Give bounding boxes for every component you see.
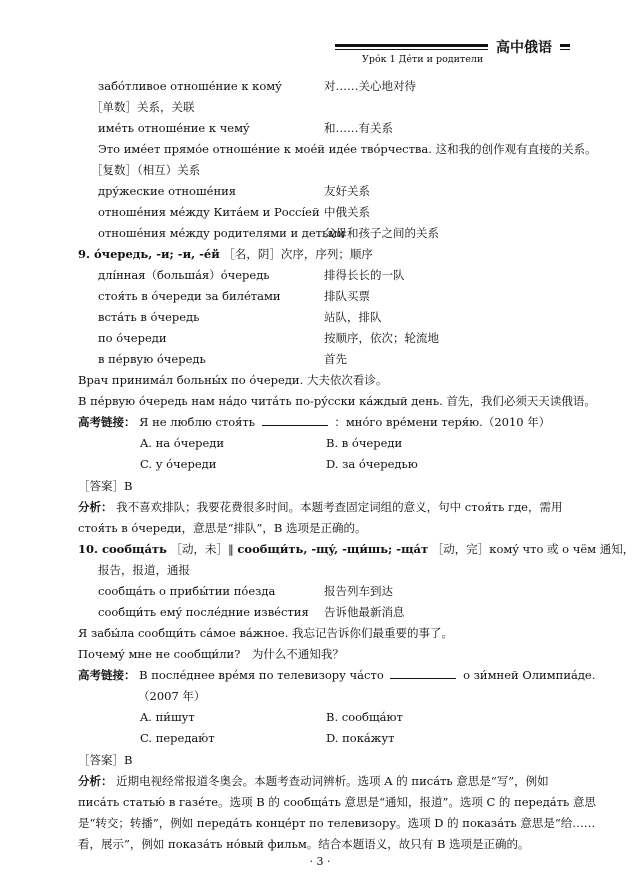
headword-grammar: ［动，未］‖ bbox=[170, 542, 234, 556]
exam-question-part2: ：мнóго врéмени теря́ю.（2010 年） bbox=[334, 415, 551, 429]
example-sentence: В пéрвую óчередь нам нáдо читáть по-рýсски кáждый день. 首先，我们必须天天读俄语。 bbox=[78, 394, 596, 408]
exam-question-part1: Я не люблю стоя́ть bbox=[139, 415, 256, 429]
analysis-label: 分析： bbox=[78, 774, 113, 788]
option-c: C. передаю́т bbox=[140, 731, 215, 745]
answer-label: ［答案］B bbox=[78, 753, 133, 767]
example-sentence: Врач принимáл больны́х по óчереди. 大夫依次看诊。 bbox=[78, 373, 388, 387]
option-d: D. покáжут bbox=[326, 731, 395, 745]
exam-link bbox=[78, 665, 596, 686]
header-lesson-title: Урóк 1 Дéти и родители bbox=[362, 54, 484, 65]
analysis-line: 看，展示”，例如 показáть нóвый фильм。结合本题语义，故只有 B 选项是正确的。 bbox=[78, 837, 530, 851]
phrase-cn: 排得长长的一队 bbox=[324, 268, 405, 282]
headword: 9. óчередь, -и; -и, -éй bbox=[78, 247, 220, 261]
phrase-row bbox=[78, 223, 578, 244]
phrase-ru: имéть отношéние к чемý bbox=[98, 121, 250, 135]
analysis-line bbox=[78, 497, 578, 518]
headword: 10. сообщáть bbox=[78, 542, 167, 556]
analysis-text: 我不喜欢排队；我要花费很多时间。本题考查固定词组的意义，句中 стоя́ть где，需用 bbox=[116, 500, 563, 514]
entry-definition: 报告，报道，通报 bbox=[98, 563, 190, 577]
answer-label: ［答案］B bbox=[78, 479, 133, 493]
option-b: B. в óчереди bbox=[326, 436, 403, 450]
phrase-row bbox=[78, 307, 578, 328]
phrase-cn: 友好关系 bbox=[324, 184, 370, 198]
exam-link-label: 高考链接： bbox=[78, 668, 136, 682]
phrase-row bbox=[78, 76, 578, 97]
entry-heading bbox=[78, 244, 578, 265]
option-a: A. на óчереди bbox=[140, 436, 225, 450]
phrase-ru: в пéрвую óчередь bbox=[98, 352, 206, 366]
example-sentence: Это имéет прямóе отношéние к моéй идéе твóрчества. 这和我的创作观有直接的关系。 bbox=[98, 142, 597, 156]
phrase-ru: длíнная（большáя）óчередь bbox=[98, 268, 270, 282]
options-row bbox=[78, 707, 578, 728]
phrase-ru: встáть в óчередь bbox=[98, 310, 200, 324]
page-number: · 3 · bbox=[309, 855, 331, 868]
example-sentence: Я забы́ла сообщи́ть сáмое вáжное. 我忘记告诉你们最重要的事了。 bbox=[78, 626, 454, 640]
phrase-cn: 对……关心地对待 bbox=[324, 79, 416, 93]
option-d: D. за óчередью bbox=[326, 457, 418, 471]
entry-heading bbox=[78, 539, 635, 560]
phrase-cn: 站队，排队 bbox=[324, 310, 382, 324]
phrase-row bbox=[78, 349, 578, 370]
analysis-line: писáть статью́ в газéте。选项 B 的 сообщáть 意思是“通知，报道”。选项 C 的 передáть 意思 bbox=[78, 795, 596, 809]
example-sentence: Почемý мне не сообщи́ли? 为什么不通知我？ bbox=[78, 647, 344, 661]
phrase-ru: стоя́ть в óчереди за билéтами bbox=[98, 289, 281, 303]
option-a: A. пи́шут bbox=[140, 710, 195, 724]
phrase-cn: 告诉他最新消息 bbox=[324, 605, 405, 619]
analysis-text: 近期电视经常报道冬奥会。本题考查动词辨析。选项 A 的 писáть 意思是“写”，例如 bbox=[116, 774, 549, 788]
phrase-row bbox=[78, 118, 578, 139]
phrase-row bbox=[78, 181, 578, 202]
phrase-ru: по óчереди bbox=[98, 331, 167, 345]
analysis-line: 是“转交；转播”，例如 передáть концéрт по телевизору。选项 D 的 показáть 意思是“给…… bbox=[78, 816, 596, 830]
analysis-line: стоя́ть в óчереди，意思是“排队”，B 选项是正确的。 bbox=[78, 521, 367, 535]
phrase-ru: сообщáть о прибы́тии пóезда bbox=[98, 584, 276, 598]
analysis-line bbox=[78, 771, 578, 792]
header-book-title: 高中俄语 bbox=[488, 36, 560, 58]
phrase-row bbox=[78, 202, 578, 223]
exam-year-text: （2007 年） bbox=[138, 689, 206, 703]
headword-grammar: ［动，完］комý что 或 о чём 通知， bbox=[431, 542, 635, 556]
page-header bbox=[0, 0, 640, 70]
option-b: B. сообщáют bbox=[326, 710, 403, 724]
sense-label: ［单数］关系，关联 bbox=[91, 100, 195, 114]
phrase-ru: отношéния мéжду Китáем и Россíей bbox=[98, 205, 320, 219]
phrase-cn: 首先 bbox=[324, 352, 347, 366]
phrase-row bbox=[78, 602, 578, 623]
phrase-cn: 和……有关系 bbox=[324, 121, 393, 135]
phrase-cn: 按顺序，依次；轮流地 bbox=[324, 331, 439, 345]
phrase-row bbox=[78, 265, 578, 286]
options-row bbox=[78, 454, 578, 475]
phrase-ru: сообщи́ть емý послéдние извéстия bbox=[98, 605, 309, 619]
sense-label: ［复数］（相互）关系 bbox=[91, 163, 201, 177]
page-content bbox=[78, 76, 635, 855]
options-row bbox=[78, 728, 578, 749]
exam-question-part1: В послéднее врéмя по телевизору чáсто bbox=[139, 668, 384, 682]
phrase-row bbox=[78, 286, 578, 307]
exam-question-part2: о зи́мней Олимпиáде. bbox=[463, 668, 596, 682]
phrase-cn: 报告列车到达 bbox=[324, 584, 393, 598]
phrase-row bbox=[78, 581, 578, 602]
exam-year bbox=[78, 686, 578, 707]
headword-grammar: ［名，阴］次序，序列；顺序 bbox=[223, 247, 373, 261]
answer-blank bbox=[262, 413, 328, 426]
option-c: C. у óчереди bbox=[140, 457, 217, 471]
phrase-row bbox=[78, 328, 578, 349]
phrase-ru: дрýжеские отношéния bbox=[98, 184, 237, 198]
options-row bbox=[78, 433, 578, 454]
phrase-cn: 父母和孩子之间的关系 bbox=[324, 226, 439, 240]
phrase-ru: забóтливое отношéние к комý bbox=[98, 79, 282, 93]
phrase-cn: 排队买票 bbox=[324, 289, 370, 303]
phrase-cn: 中俄关系 bbox=[324, 205, 370, 219]
headword-perfective: сообщи́ть, -щý, -щи́шь; -щáт bbox=[237, 542, 429, 556]
analysis-label: 分析： bbox=[78, 500, 113, 514]
phrase-ru: отношéния мéжду родителями и детьми́ bbox=[98, 226, 345, 240]
exam-link bbox=[78, 412, 578, 433]
exam-link-label: 高考链接： bbox=[78, 415, 136, 429]
answer-blank bbox=[390, 666, 456, 679]
